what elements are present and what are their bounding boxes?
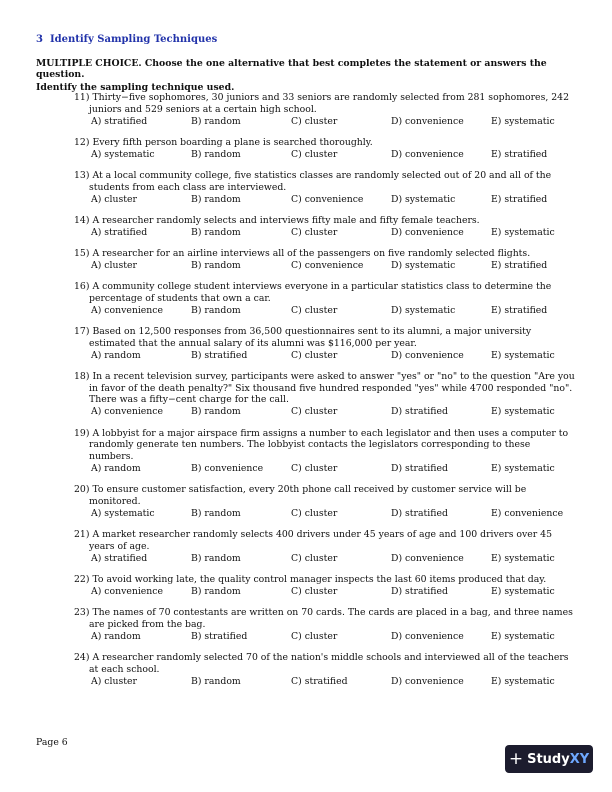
studyxy-logo[interactable] <box>505 745 593 773</box>
page-number: Page 6 <box>36 737 68 748</box>
section-title <box>36 34 217 45</box>
answer-choices <box>36 406 576 418</box>
question-body: To ensure customer satisfaction, every 20th phone call received by customer service will be monitored. <box>89 484 527 508</box>
question-item <box>36 170 576 205</box>
question-body: A researcher randomly selected 70 of the nation's middle schools and interviewed all of the teachers at each school. <box>89 651 569 675</box>
question-body: Based on 12,500 responses from 36,500 questionnaires sent to its alumni, a major university estimated that the annual salary of its alumni was $116,000 per year. <box>89 325 532 349</box>
answer-choices <box>36 260 576 272</box>
answer-choice-d[interactable]: D) convenience <box>391 552 464 564</box>
answer-choices <box>36 676 576 688</box>
question-number: 24) <box>74 651 90 663</box>
answer-choice-b[interactable]: B) random <box>191 585 241 597</box>
answer-choice-d[interactable]: D) systematic <box>391 259 456 271</box>
answer-choice-a[interactable]: A) cluster <box>91 259 137 271</box>
answer-choice-a[interactable]: A) random <box>91 349 141 361</box>
question-item <box>36 607 576 642</box>
answer-choice-d[interactable]: D) stratified <box>391 585 448 597</box>
answer-choice-b[interactable]: B) random <box>191 406 241 418</box>
answer-choice-e[interactable]: E) systematic <box>491 406 555 418</box>
answer-choice-b[interactable]: B) random <box>191 226 241 238</box>
brand-suffix: XY <box>569 751 590 767</box>
answer-choices <box>36 305 576 317</box>
question-number: 16) <box>74 281 90 293</box>
question-body: The names of 70 contestants are written on 70 cards. The cards are placed in a bag, and three names are picked from the bag. <box>89 607 573 630</box>
question-number: 22) <box>74 574 90 585</box>
answer-choice-a[interactable]: A) random <box>91 630 141 642</box>
answer-choice-c[interactable]: C) convenience <box>291 259 364 271</box>
question-text <box>36 652 576 676</box>
question-body: Thirty−five sophomores, 30 juniors and 33 seniors are randomly selected from 281 sophomores, 242 juniors and 529 seniors at a certain high school. <box>89 92 569 115</box>
answer-choices <box>36 227 576 239</box>
answer-choice-e[interactable]: E) stratified <box>491 148 548 160</box>
answer-choice-d[interactable]: D) stratified <box>391 507 448 519</box>
question-list <box>36 92 576 697</box>
question-item <box>36 92 576 127</box>
answer-choice-a[interactable]: A) stratified <box>91 226 148 238</box>
answer-choices <box>36 149 576 161</box>
question-body: A researcher randomly selects and interviews fifty male and fifty female teachers. <box>92 214 480 226</box>
answer-choice-a[interactable]: A) systematic <box>91 148 155 160</box>
answer-choice-c[interactable]: C) convenience <box>291 193 364 205</box>
answer-choice-d[interactable]: D) convenience <box>391 226 464 238</box>
answer-choice-b[interactable]: B) random <box>191 507 241 519</box>
question-text <box>36 248 576 260</box>
answer-choice-c[interactable]: C) cluster <box>291 630 338 642</box>
question-text <box>36 371 576 406</box>
answer-choice-c[interactable]: C) stratified <box>291 675 348 687</box>
question-text <box>36 170 576 194</box>
answer-choice-e[interactable]: E) stratified <box>491 193 548 205</box>
answer-choice-a[interactable]: A) convenience <box>91 585 164 597</box>
question-text <box>36 484 576 508</box>
answer-choice-b[interactable]: B) random <box>191 193 241 205</box>
answer-choice-b[interactable]: B) stratified <box>191 630 248 642</box>
answer-choice-c[interactable]: C) cluster <box>291 507 338 519</box>
question-number: 13) <box>74 169 90 181</box>
answer-choice-d[interactable]: D) convenience <box>391 675 464 687</box>
question-item <box>36 281 576 316</box>
plus-icon: + <box>508 749 524 769</box>
answer-choice-d[interactable]: D) stratified <box>391 462 448 474</box>
question-text <box>36 607 576 631</box>
answer-choice-b[interactable]: B) random <box>191 148 241 160</box>
question-item <box>36 248 576 272</box>
question-body: At a local community college, five statistics classes are randomly selected out of 20 and all of the students from each class are interviewed. <box>89 169 552 193</box>
answer-choice-e[interactable]: E) systematic <box>491 226 555 238</box>
answer-choice-a[interactable]: A) cluster <box>91 193 137 205</box>
answer-choice-d[interactable]: D) stratified <box>391 406 448 418</box>
question-item <box>36 137 576 161</box>
answer-choice-e[interactable]: E) stratified <box>491 259 548 271</box>
answer-choice-b[interactable]: B) random <box>191 552 241 564</box>
question-item <box>36 574 576 598</box>
question-number: 18) <box>74 370 90 382</box>
answer-choice-b[interactable]: B) random <box>191 304 241 316</box>
answer-choice-a[interactable]: A) systematic <box>91 507 155 519</box>
question-body: A market researcher randomly selects 400 drivers under 45 years of age and 100 drivers over 45 years of age. <box>89 529 553 552</box>
question-item <box>36 529 576 564</box>
answer-choice-c[interactable]: C) cluster <box>291 585 338 597</box>
question-body: A researcher for an airline interviews all of the passengers on five randomly selected flights. <box>92 247 531 259</box>
question-number: 11) <box>74 92 90 103</box>
question-body: A community college student interviews everyone in a particular statistics class to determine the percentage of students that own a car. <box>89 281 552 304</box>
answer-choice-e[interactable]: E) systematic <box>491 630 555 642</box>
subheading: Identify the sampling technique used. <box>36 82 235 93</box>
answer-choice-d[interactable]: D) convenience <box>391 630 464 642</box>
question-number: 14) <box>74 214 90 226</box>
answer-choice-a[interactable]: A) convenience <box>91 406 164 418</box>
question-text <box>36 92 576 116</box>
answer-choice-c[interactable]: C) cluster <box>291 226 338 238</box>
answer-choice-a[interactable]: A) convenience <box>91 304 164 316</box>
answer-choice-e[interactable]: E) systematic <box>491 462 555 474</box>
brand-name: Study <box>527 751 570 767</box>
answer-choice-c[interactable]: C) cluster <box>291 406 338 418</box>
answer-choice-e[interactable]: E) stratified <box>491 304 548 316</box>
answer-choice-a[interactable]: A) random <box>91 462 141 474</box>
question-text <box>36 281 576 305</box>
question-item <box>36 652 576 687</box>
answer-choice-a[interactable]: A) stratified <box>91 552 148 564</box>
answer-choice-e[interactable]: E) systematic <box>491 585 555 597</box>
answer-choice-e[interactable]: E) systematic <box>491 675 555 687</box>
question-body: In a recent television survey, participants were asked to answer "yes" or "no" to the question "Are you in favor of the death penalty?" Six thousand five hundred responded "yes" while 4700 responded "no". There was a fifty−cent charge for the call. <box>89 370 575 406</box>
answer-choice-c[interactable]: C) cluster <box>291 462 338 474</box>
answer-choice-c[interactable]: C) cluster <box>291 552 338 564</box>
answer-choice-e[interactable]: E) convenience <box>491 507 564 519</box>
question-body: Every fifth person boarding a plane is searched thoroughly. <box>92 136 373 148</box>
question-body: To avoid working late, the quality control manager inspects the last 60 items produced that day. <box>92 574 547 585</box>
question-item <box>36 326 576 361</box>
answer-choices <box>36 586 576 598</box>
question-number: 12) <box>74 136 90 148</box>
answer-choice-a[interactable]: A) cluster <box>91 675 137 687</box>
question-text <box>36 215 576 227</box>
question-text <box>36 529 576 553</box>
instructions: MULTIPLE CHOICE. Choose the one alternative that best completes the statement or answers the question. <box>36 58 547 80</box>
answer-choices <box>36 553 576 565</box>
question-item <box>36 428 576 475</box>
question-item <box>36 371 576 418</box>
answer-choice-b[interactable]: B) stratified <box>191 349 248 361</box>
answer-choice-d[interactable]: D) convenience <box>391 115 464 127</box>
answer-choice-d[interactable]: D) systematic <box>391 304 456 316</box>
question-item <box>36 215 576 239</box>
answer-choice-d[interactable]: D) convenience <box>391 349 464 361</box>
question-item <box>36 484 576 519</box>
answer-choice-b[interactable]: B) convenience <box>191 462 264 474</box>
answer-choice-b[interactable]: B) random <box>191 115 241 127</box>
answer-choices <box>36 116 576 128</box>
question-number: 15) <box>74 247 90 259</box>
answer-choices <box>36 631 576 643</box>
answer-choice-c[interactable]: C) cluster <box>291 115 338 127</box>
answer-choices <box>36 350 576 362</box>
section-number: 3 <box>36 34 43 45</box>
question-text <box>36 137 576 149</box>
answer-choices <box>36 508 576 520</box>
section-name: Identify Sampling Techniques <box>49 34 218 45</box>
answer-choice-c[interactable]: C) cluster <box>291 148 338 160</box>
question-number: 20) <box>74 484 90 496</box>
question-body: A lobbyist for a major airspace firm assigns a number to each legislator and then uses a computer to randomly generate ten numbers. The lobbyist contacts the legislators corresponding to these numbers. <box>89 427 569 463</box>
question-number: 19) <box>74 427 90 439</box>
question-text <box>36 326 576 350</box>
question-number: 23) <box>74 607 90 619</box>
answer-choices <box>36 463 576 475</box>
answer-choice-c[interactable]: C) cluster <box>291 349 338 361</box>
question-number: 17) <box>74 325 90 337</box>
answer-choice-d[interactable]: D) convenience <box>391 148 464 160</box>
answer-choice-c[interactable]: C) cluster <box>291 304 338 316</box>
answer-choice-e[interactable]: E) systematic <box>491 349 555 361</box>
answer-choice-e[interactable]: E) systematic <box>491 552 555 564</box>
answer-choice-a[interactable]: A) stratified <box>91 115 148 127</box>
answer-choice-d[interactable]: D) systematic <box>391 193 456 205</box>
question-number: 21) <box>74 529 90 541</box>
question-text <box>36 428 576 463</box>
answer-choices <box>36 194 576 206</box>
answer-choice-b[interactable]: B) random <box>191 259 241 271</box>
answer-choice-b[interactable]: B) random <box>191 675 241 687</box>
answer-choice-e[interactable]: E) systematic <box>491 115 555 127</box>
question-text <box>36 574 576 586</box>
